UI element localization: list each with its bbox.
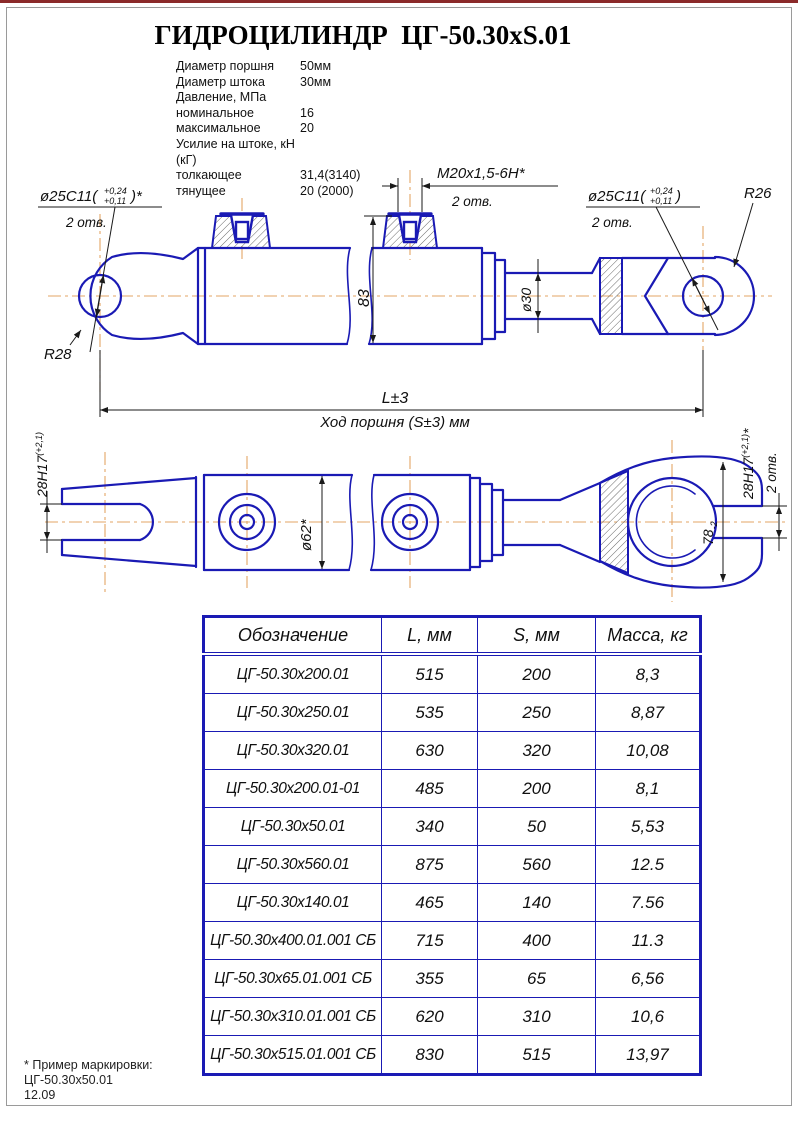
table-row: [204, 1036, 701, 1075]
table-cell: 875: [382, 846, 478, 884]
table-cell: ЦГ-50.30x65.01.001 СБ: [204, 960, 382, 998]
table-header-cell: Обозначение: [204, 617, 382, 655]
table-cell: 200: [478, 654, 596, 694]
table-cell: 13,97: [596, 1036, 701, 1075]
table-cell: 830: [382, 1036, 478, 1075]
dimensions-table: [202, 615, 702, 1076]
table-cell: 515: [382, 654, 478, 694]
table-cell: 140: [478, 884, 596, 922]
table-cell: 7.56: [596, 884, 701, 922]
table-header-cell: S, мм: [478, 617, 596, 655]
length-dim-label: L±3: [381, 390, 409, 407]
table-cell: ЦГ-50.30x515.01.001 СБ: [204, 1036, 382, 1075]
left-hole-tol-bottom: +0,11: [104, 196, 127, 206]
table-cell: ЦГ-50.30x200.01-01: [204, 770, 382, 808]
spec-label: Усилие на штоке, кН (кГ): [176, 136, 295, 167]
spec-row: [176, 59, 360, 75]
table-cell: 620: [382, 998, 478, 1036]
r28-label: R28: [44, 346, 72, 363]
table-cell: 250: [478, 694, 596, 732]
footnote-line-1: * Пример маркировки:: [24, 1058, 153, 1072]
table-header-cell: L, мм: [382, 617, 478, 655]
table-cell: 65: [478, 960, 596, 998]
table-cell: ЦГ-50.30x200.01: [204, 654, 382, 694]
table-row: [204, 694, 701, 732]
spec-label: Диаметр поршня: [176, 59, 275, 73]
right-hole-tol-bottom: +0,11: [650, 196, 673, 206]
table-cell: 5,53: [596, 808, 701, 846]
r26-label: R26: [744, 185, 772, 202]
table-cell: ЦГ-50.30x320.01: [204, 732, 382, 770]
port-boss-left: [212, 214, 270, 248]
front-fork-bore-label: $28H17^{(+2,1)}*$: [740, 428, 756, 499]
spec-value: 20: [300, 121, 314, 136]
width-78-label: $78_{-2}$: [700, 521, 719, 545]
table-cell: ЦГ-50.30x400.01.001 СБ: [204, 922, 382, 960]
spec-label: номинальное: [176, 105, 254, 120]
spec-row: [176, 121, 360, 137]
footnote-line-3: 12.09: [24, 1088, 56, 1102]
spec-value: 50мм: [300, 59, 332, 73]
table-row: [204, 998, 701, 1036]
table-cell: 10,6: [596, 998, 701, 1036]
thread-label: M20x1,5-6H*: [437, 165, 525, 182]
spec-value: 30мм: [300, 74, 332, 89]
left-hole-tol-top: +0,24: [104, 186, 127, 196]
table-cell: 515: [478, 1036, 596, 1075]
table-cell: 320: [478, 732, 596, 770]
right-hole-dia-label: ø25C11(: [588, 188, 646, 205]
spec-row: [176, 90, 360, 106]
top-red-line: [0, 0, 798, 3]
table-row: [204, 808, 701, 846]
table-cell: 8,1: [596, 770, 701, 808]
table-cell: 50: [478, 808, 596, 846]
table-row: [204, 654, 701, 694]
table-cell: 8,3: [596, 654, 701, 694]
footnote-line-2: ЦГ-50.30x50.01: [24, 1073, 113, 1087]
front-fork-holes-label: 2 отв.: [764, 452, 779, 493]
spec-row: [176, 106, 360, 122]
spec-value: 31,4(3140): [300, 168, 361, 183]
table-cell: 535: [382, 694, 478, 732]
table-cell: 200: [478, 770, 596, 808]
dia-30-label: ø30: [518, 287, 534, 312]
table-cell: 8,87: [596, 694, 701, 732]
rear-fork-bore-label: $28H17^{(+2,1)}$: [34, 431, 50, 497]
top-view: [34, 428, 788, 602]
page-title: ГИДРОЦИЛИНДР ЦГ-50.30xS.01: [154, 20, 572, 50]
table-cell: 400: [478, 922, 596, 960]
spec-label: Давление, МПа: [176, 90, 267, 105]
table-cell: 560: [478, 846, 596, 884]
table-row: [204, 770, 701, 808]
side-view-labels: [40, 165, 772, 431]
table-cell: ЦГ-50.30x140.01: [204, 884, 382, 922]
stroke-dim-label: Ход поршня (S±3) мм: [320, 414, 470, 431]
top-view-labels: [34, 428, 779, 551]
table-cell: 10,08: [596, 732, 701, 770]
table-cell: 715: [382, 922, 478, 960]
table-row: [204, 922, 701, 960]
thread-count-label: 2 отв.: [452, 194, 493, 209]
table-row: [204, 960, 701, 998]
spec-value: 16: [300, 105, 314, 120]
table-cell: 630: [382, 732, 478, 770]
table-cell: 11.3: [596, 922, 701, 960]
table-row: [204, 732, 701, 770]
table-row: [204, 846, 701, 884]
spec-label: толкающее: [176, 168, 242, 183]
spec-label: Диаметр штока: [176, 74, 265, 89]
table-cell: 12.5: [596, 846, 701, 884]
table-cell: 355: [382, 960, 478, 998]
dia-62-label: ø62*: [298, 519, 315, 551]
table-row: [204, 884, 701, 922]
right-hole-dia-close: ): [676, 188, 681, 205]
table-cell: ЦГ-50.30x310.01.001 СБ: [204, 998, 382, 1036]
spec-value: 20 (2000): [300, 183, 354, 198]
dim-83-label: 83: [356, 289, 373, 307]
spec-label: максимальное: [176, 121, 261, 136]
table-cell: 485: [382, 770, 478, 808]
port-boss-right: [383, 214, 437, 248]
table-cell: ЦГ-50.30x50.01: [204, 808, 382, 846]
cylinder-drawing: [0, 150, 798, 610]
table-header-row: [204, 617, 701, 655]
footnote: [24, 1058, 153, 1103]
right-hole-count-label: 2 отв.: [592, 215, 633, 230]
left-hole-dia-label: ø25C11(: [40, 188, 98, 205]
table-cell: 340: [382, 808, 478, 846]
right-hole-tol-top: +0,24: [650, 186, 673, 196]
table-cell: 310: [478, 998, 596, 1036]
left-hole-dia-close: )*: [131, 188, 142, 205]
left-hole-count-label: 2 отв.: [66, 215, 107, 230]
spec-label: тянущее: [176, 183, 226, 198]
table-cell: 6,56: [596, 960, 701, 998]
table-cell: 465: [382, 884, 478, 922]
table-cell: ЦГ-50.30x560.01: [204, 846, 382, 884]
table-header-cell: Масса, кг: [596, 617, 701, 655]
side-view: [38, 165, 772, 431]
table-cell: ЦГ-50.30x250.01: [204, 694, 382, 732]
spec-row: [176, 75, 360, 91]
